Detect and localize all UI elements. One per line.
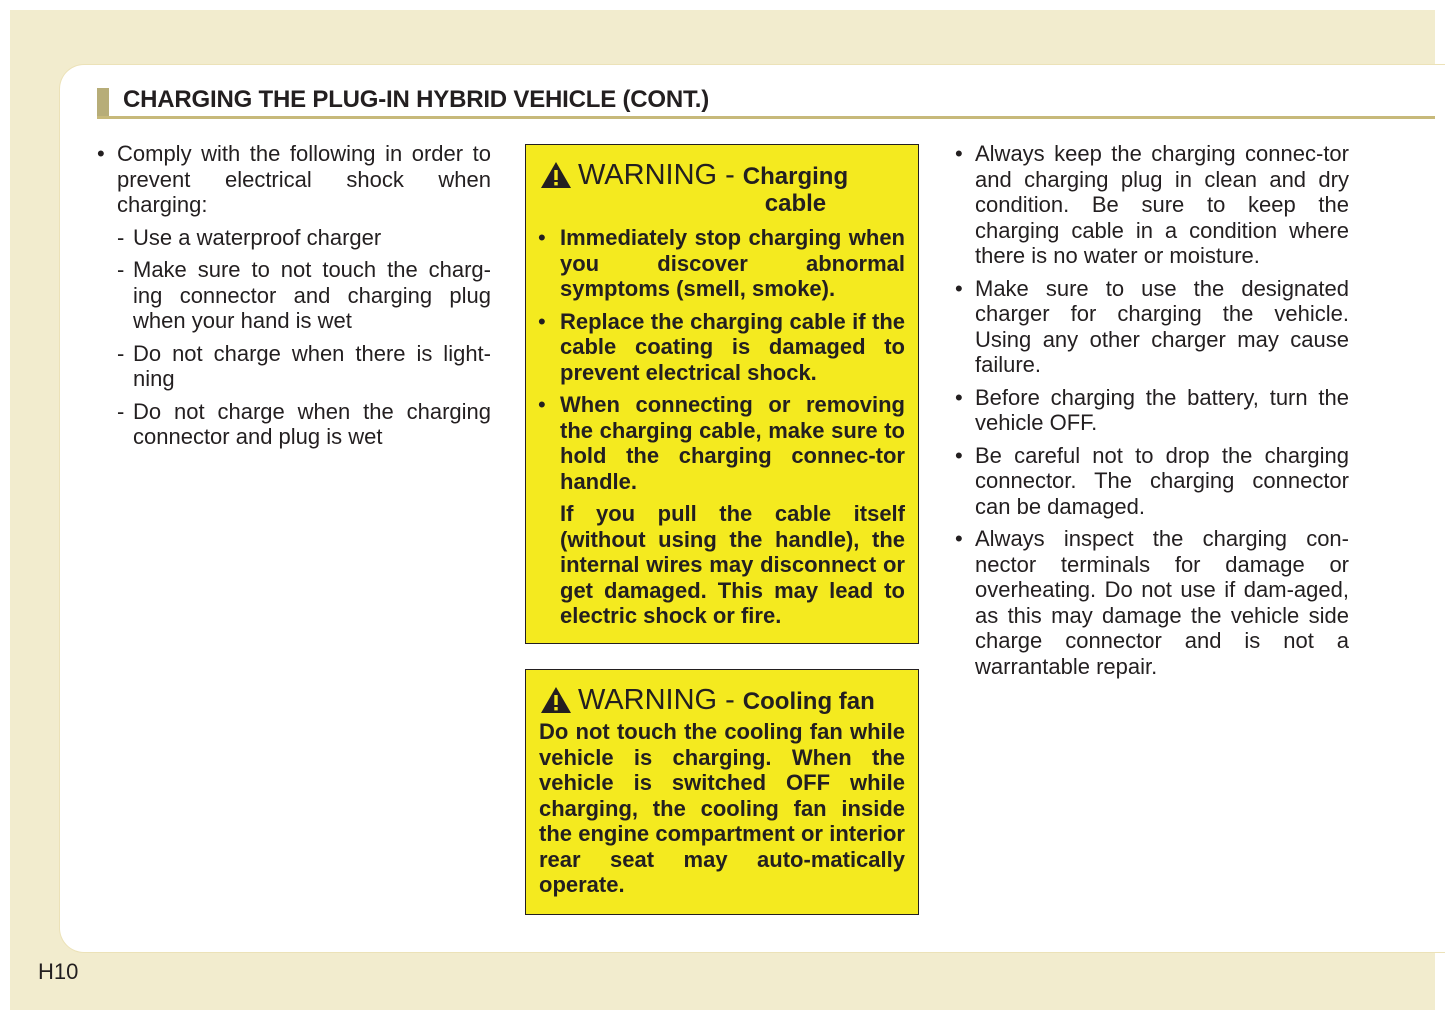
section-header xyxy=(97,86,1435,119)
list-item: • Be careful not to drop the charging connector. The charging connector can be damaged. xyxy=(953,443,1349,520)
warning-subject: Cooling fan xyxy=(742,688,875,715)
page-number: H10 xyxy=(38,959,79,984)
warning-subject: Charging xyxy=(742,163,849,190)
warning-label: WARNING - xyxy=(578,159,735,191)
list-item: • Before charging the battery, turn the vehicle OFF. xyxy=(953,385,1349,436)
warning-item: • Replace the charging cable if the cable coating is damaged to prevent electrical shock. xyxy=(526,309,905,386)
warning-item: • When connecting or removing the charging cable, make sure to hold the charging connec-tor handle. xyxy=(526,392,905,494)
sub-list-item: - Use a waterproof charger xyxy=(95,225,491,251)
warning-triangle-icon xyxy=(540,685,572,715)
list-item: • Comply with the following in order to prevent electrical shock when charging: xyxy=(95,141,491,218)
list-item: • Make sure to use the designated charger for charging the vehicle. Using any other charger may cause failure. xyxy=(953,276,1349,378)
warning-body: Do not touch the cooling fan while vehicle is charging. When the vehicle is switched OFF while charging, the cooling fan inside the engine compartment or interior rear seat may auto-matically operate. xyxy=(539,719,905,897)
warning-item: • Immediately stop charging when you discover abnormal symptoms (smell, smoke). xyxy=(526,225,905,302)
sub-list-item: - Make sure to not touch the charg-ing connector and charging plug when your hand is wet xyxy=(95,257,491,334)
warning-box-charging-cable xyxy=(525,144,919,644)
warning-triangle-icon xyxy=(540,160,572,190)
header-accent-bar xyxy=(97,88,109,116)
page-title: CHARGING THE PLUG-IN HYBRID VEHICLE (CONT.) xyxy=(123,86,710,113)
warning-subject: cable xyxy=(764,190,827,217)
list-item: • Always keep the charging connec-tor and charging plug in clean and dry condition. Be sure to keep the charging cable in a condition where there is no water or moisture. xyxy=(953,141,1349,269)
list-item: • Always inspect the charging con-nector terminals for damage or overheating. Do not use if dam-aged, as this may damage the vehicle side charge connector and is not a warrantable repair. xyxy=(953,526,1349,679)
right-column xyxy=(953,141,1349,686)
warning-box-cooling-fan xyxy=(525,669,919,915)
sub-list-item: - Do not charge when there is light-ning xyxy=(95,341,491,392)
sub-list-item: - Do not charge when the charging connector and plug is wet xyxy=(95,399,491,450)
warning-label: WARNING - xyxy=(578,684,735,716)
warning-heading xyxy=(526,670,918,715)
warning-heading xyxy=(526,145,918,217)
left-column xyxy=(95,141,491,457)
warning-continuation: If you pull the cable itself (without using the handle), the internal wires may disconnect or get damaged. This may lead to electric shock or fire. xyxy=(560,501,905,628)
